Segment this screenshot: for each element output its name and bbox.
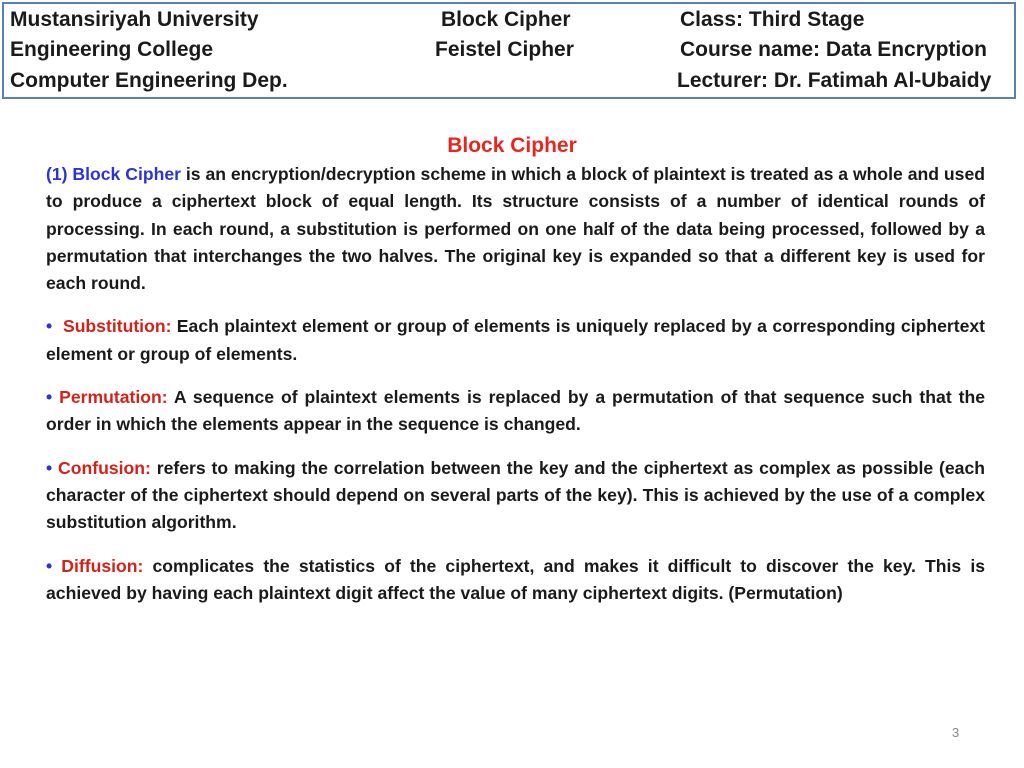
intro-lead: (1) Block Cipher [46,164,181,184]
term-separator: : [137,555,144,576]
header-lecturer: Lecturer: Dr. Fatimah Al-Ubaidy [677,69,992,92]
section-title: Block Cipher [447,134,577,157]
intro-paragraph [46,161,985,297]
bullet-icon: • [46,555,53,576]
definition-substitution: Each plaintext element or group of elements is uniquely replaced by a corresponding ciphertext element or group of elements. [46,316,985,364]
term-permutation: Permutation [59,387,162,408]
term-confusion: Confusion [58,457,146,478]
header-college: Engineering College [10,38,214,61]
header-course: Course name: Data Encryption [680,38,987,61]
page-number: 3 [952,725,960,740]
bullet-diffusion [46,553,985,608]
definition-permutation: A sequence of plaintext elements is replaced by a permutation of that sequence such that the order in which the elements appear in the sequence is changed. [46,387,986,435]
bullet-icon: • [46,387,53,408]
slide-body [46,161,985,623]
bullet-permutation [46,384,985,439]
term-diffusion: Diffusion [61,555,138,576]
bullet-confusion [46,455,985,537]
header-department: Computer Engineering Dep. [10,69,288,92]
term-separator: : [145,457,151,478]
bullet-substitution [46,313,985,368]
bullet-icon: • [46,316,53,337]
header-class: Class: Third Stage [680,8,865,31]
term-separator: : [165,316,172,337]
definition-confusion: refers to making the correlation between the key and the ciphertext as complex as possible (each character of the ciphertext should depend on several parts of the key). This is achieved by the use of a complex substitution algorithm. [46,457,985,533]
header-subtopic: Feistel Cipher [435,38,574,61]
header-topic: Block Cipher [441,8,571,31]
definition-diffusion: complicates the statistics of the ciphertext, and makes it difficult to discover the key. This is achieved by having each plaintext digit affect the value of many ciphertext digits. (Permutation) [46,555,986,603]
header-university: Mustansiriyah University [10,8,259,31]
intro-text: is an encryption/decryption scheme in which a block of plaintext is treated as a whole and used to produce a ciphertext block of equal length. Its structure consists of a number of identical rounds of processing. In each round, a substitution is performed on one half of the data being processed, followed by a permutation that interchanges the two halves. The original key is expanded so that a different key is used for each round. [46,164,985,294]
bullet-icon: • [46,457,53,478]
term-substitution: Substitution [62,316,166,337]
term-separator: : [161,387,168,408]
